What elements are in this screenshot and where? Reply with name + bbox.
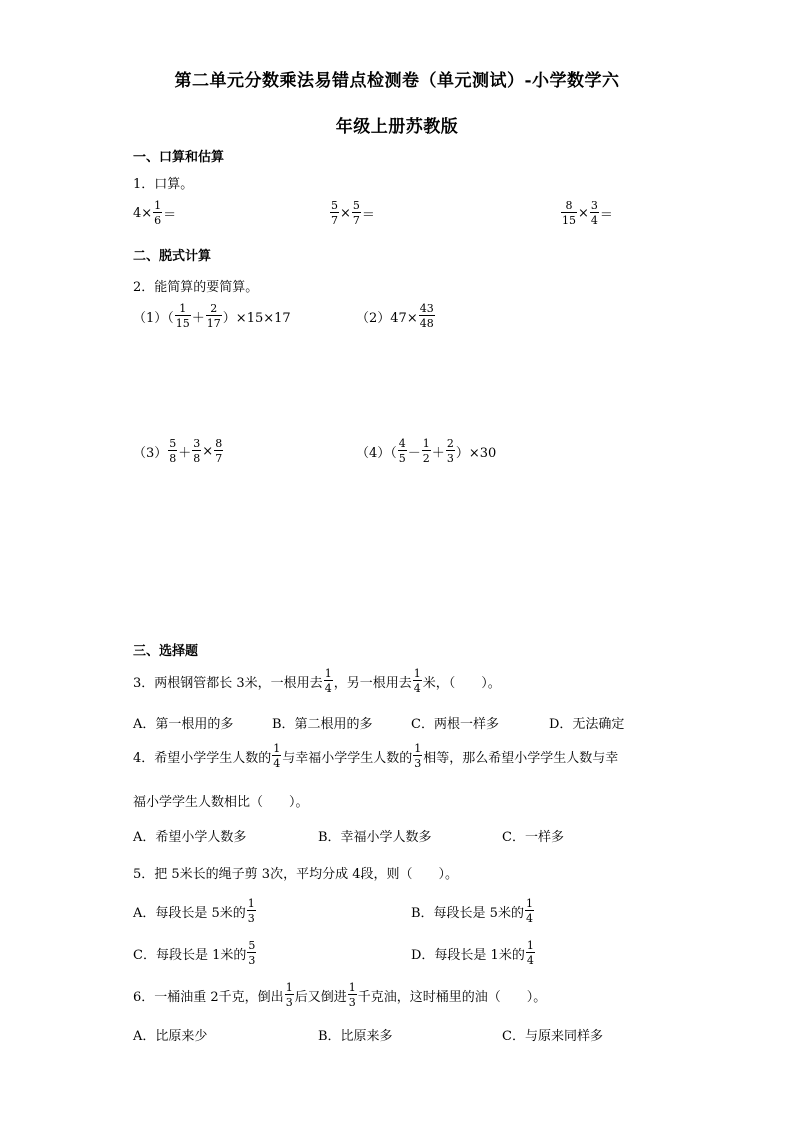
fraction: $\frac{2}{17}$ — [206, 302, 221, 330]
q3-text-3: 米，（ ）。 — [422, 675, 501, 691]
q1-item-3 — [560, 200, 613, 226]
q2-part-4-tail: ）×30 — [455, 445, 497, 461]
fraction: $\frac{1}{3}$ — [247, 897, 255, 925]
question-4-stem — [133, 743, 618, 769]
fraction: $\frac{1}{3}$ — [285, 981, 293, 1009]
q2-part-3-label: （3） — [133, 445, 168, 461]
fraction: $\frac{5}{8}$ — [169, 437, 177, 465]
q1-item-2 — [329, 200, 375, 226]
fraction: $\frac{5}{7}$ — [331, 199, 338, 227]
q3-text-1: 3．两根钢管都长 3米，一根用去 — [133, 675, 323, 691]
q5-option-d[interactable] — [411, 940, 536, 966]
q1-item-1 — [133, 200, 176, 226]
equals-sign: ＝ — [361, 207, 375, 223]
operator: ＋ — [178, 445, 192, 461]
q3-option-a[interactable]: A．第一根用的多 — [133, 717, 234, 732]
fraction: $\frac{1}{6}$ — [154, 199, 162, 227]
question-2-stem: 2．能简算的要简算。 — [133, 280, 259, 295]
fraction: $\frac{8}{7}$ — [215, 437, 223, 465]
question-4-stem-line2: 福小学学生人数相比（ ）。 — [133, 795, 309, 810]
q3-option-c[interactable]: C．两根一样多 — [411, 717, 499, 732]
q5-option-c-text: C．每段长是 1米的 — [133, 947, 247, 963]
page-title-line2: 年级上册苏教版 — [335, 117, 459, 137]
operator: ＋ — [431, 445, 445, 461]
fraction: $\frac{43}{48}$ — [419, 302, 434, 330]
q6-option-b[interactable]: B．比原来多 — [318, 1029, 393, 1044]
fraction: $\frac{1}{2}$ — [422, 437, 430, 465]
fraction: $\frac{1}{4}$ — [525, 897, 533, 925]
fraction: $\frac{1}{4}$ — [324, 667, 332, 695]
q4-option-c[interactable]: C．一样多 — [502, 830, 564, 845]
fraction: $\frac{4}{5}$ — [398, 437, 406, 465]
fraction: $\frac{8}{15}$ — [562, 199, 576, 227]
fraction: $\frac{1}{4}$ — [526, 939, 534, 967]
q4-option-a[interactable]: A．希望小学人数多 — [133, 830, 247, 845]
fraction: $\frac{3}{4}$ — [590, 199, 598, 227]
q2-part-2-label: （2）47× — [356, 310, 418, 326]
q6-text-3: 千克油，这时桶里的油（ ）。 — [357, 989, 547, 1005]
section-heading-3: 三、选择题 — [133, 644, 199, 659]
operator: × — [202, 443, 214, 459]
q2-part-2 — [356, 303, 436, 329]
operator: × — [340, 205, 351, 221]
fraction: $\frac{1}{4}$ — [273, 742, 281, 770]
question-6-stem — [133, 982, 546, 1008]
fraction: $\frac{5}{3}$ — [248, 939, 256, 967]
fraction: $\frac{3}{8}$ — [193, 437, 201, 465]
q3-option-d[interactable]: D．无法确定 — [549, 717, 625, 732]
q2-part-4 — [356, 438, 496, 464]
q5-option-b[interactable] — [411, 898, 535, 924]
q6-option-a[interactable]: A．比原来少 — [133, 1029, 208, 1044]
q6-text-1: 6．一桶油重 2千克，倒出 — [133, 989, 284, 1005]
q5-option-b-text: B．每段长是 5米的 — [411, 905, 524, 921]
fraction: $\frac{1}{3}$ — [348, 981, 356, 1009]
q5-option-a-text: A．每段长是 5米的 — [133, 905, 246, 921]
q4-option-b[interactable]: B．幸福小学人数多 — [318, 830, 432, 845]
q2-part-4-label: （4）（ — [356, 445, 397, 461]
operator: － — [407, 445, 421, 461]
question-3-stem — [133, 668, 501, 694]
fraction: $\frac{5}{7}$ — [352, 199, 360, 227]
q6-text-2: 后又倒进 — [294, 989, 347, 1005]
q5-option-d-text: D．每段长是 1米的 — [411, 947, 525, 963]
section-heading-2: 二、脱式计算 — [133, 249, 212, 264]
q2-part-1 — [133, 303, 291, 329]
page-title-line1: 第二单元分数乘法易错点检测卷（单元测试）-小学数学六 — [174, 71, 620, 91]
operator: ＋ — [191, 310, 205, 326]
fraction: $\frac{1}{4}$ — [413, 667, 421, 695]
fraction: $\frac{2}{3}$ — [446, 437, 454, 465]
q3-option-b[interactable]: B．第二根用的多 — [272, 717, 373, 732]
q1-item-1-prefix: 4× — [133, 205, 153, 221]
q6-option-c[interactable]: C．与原来同样多 — [502, 1029, 603, 1044]
q3-text-2: ，另一根用去 — [333, 675, 412, 691]
fraction: $\frac{1}{3}$ — [414, 742, 422, 770]
operator: × — [578, 205, 589, 221]
question-1-stem: 1．口算。 — [133, 177, 194, 192]
q2-part-3 — [133, 438, 224, 464]
q5-option-c[interactable] — [133, 940, 257, 966]
equals-sign: ＝ — [599, 207, 613, 223]
q5-option-a[interactable] — [133, 898, 257, 924]
q2-part-1-label: （1）（ — [133, 310, 174, 326]
equals-sign: ＝ — [163, 207, 177, 223]
q2-part-1-tail: ）×15×17 — [222, 310, 291, 326]
section-heading-1: 一、口算和估算 — [133, 150, 225, 165]
question-5-stem: 5．把 5米长的绳子剪 3次，平均分成 4段，则（ ）。 — [133, 867, 458, 882]
fraction: $\frac{1}{15}$ — [175, 302, 190, 330]
q4-text-3: 相等，那么希望小学学生人数与幸 — [423, 750, 619, 766]
q4-text-2: 与幸福小学学生人数的 — [282, 750, 413, 766]
q4-text-1: 4．希望小学学生人数的 — [133, 750, 272, 766]
